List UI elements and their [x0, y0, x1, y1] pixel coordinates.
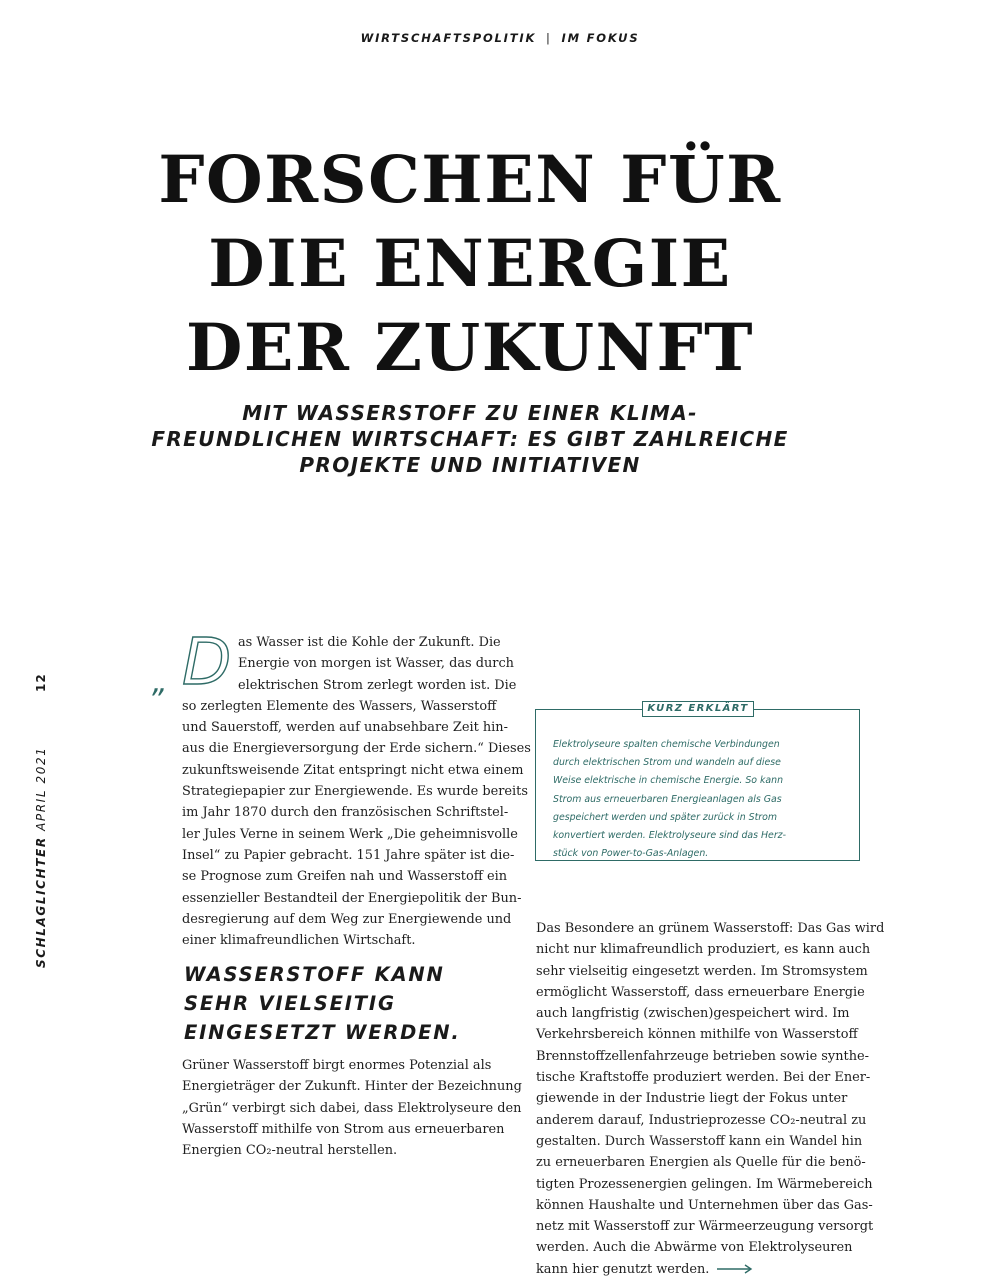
text-line: einer klimafreundlichen Wirtschaft. [182, 933, 416, 949]
subtitle-line: PROJEKTE UND INITIATIVEN [299, 453, 641, 477]
header-section: WIRTSCHAFTSPOLITIK [360, 31, 537, 45]
publication-name: SCHLAGLICHTER [34, 836, 48, 968]
text-line: ler Jules Verne in seinem Werk „Die geheimnisvolle [182, 826, 518, 842]
text-line: essenzieller Bestandteil der Energiepolitik der Bun- [182, 890, 522, 906]
text-line: Das Besondere an grünem Wasserstoff: Das Gas wird [536, 921, 885, 936]
heading-line: EINGESETZT WERDEN. [184, 1021, 461, 1044]
page-number: 12 [34, 673, 48, 692]
text-line: gestalten. Durch Wasserstoff kann ein Wandel hin [536, 1133, 863, 1149]
publication-issue: APRIL 2021 [34, 746, 48, 831]
info-line: Strom aus erneuerbaren Energieanlagen als Gas [553, 793, 782, 805]
info-line: stück von Power-to-Gas-Anlagen. [553, 848, 709, 860]
text-line: kann hier genutzt werden. [536, 1261, 710, 1277]
special-paragraph [536, 918, 885, 1280]
title-line: FORSCHEN FÜR [158, 142, 782, 218]
text-line: können Haushalte und Unternehmen über das Gas- [536, 1197, 873, 1213]
text-line: anderem darauf, Industrieprozesse CO₂-neutral zu [536, 1112, 867, 1128]
text-line: Energie von morgen ist Wasser, das durch [238, 656, 514, 672]
text-line: auch langfristig (zwischen)gespeichert wird. Im [536, 1006, 850, 1022]
opening-quote-mark: „ [152, 665, 168, 700]
text-line: und Sauerstoff, werden auf unabsehbare Zeit hin- [182, 720, 508, 736]
title-line: DER ZUKUNFT [186, 310, 754, 386]
text-line: tische Kraftstoffe produziert werden. Bei der Ener- [536, 1070, 871, 1086]
page-title [0, 138, 940, 390]
header-separator: | [546, 31, 552, 45]
text-line: sehr vielseitig eingesetzt werden. Im Stromsystem [536, 963, 868, 979]
text-line: netz mit Wasserstoff zur Wärmeerzeugung versorgt [536, 1219, 874, 1235]
text-line: nicht nur klimafreundlich produziert, es kann auch [536, 942, 871, 958]
section-heading [184, 960, 504, 1047]
text-line: Insel“ zu Papier gebracht. 151 Jahre später ist die- [182, 847, 515, 863]
text-line: im Jahr 1870 durch den französischen Schriftstel- [182, 805, 509, 821]
publication-info [34, 747, 48, 968]
header-topic: IM FOKUS [561, 31, 640, 45]
text-line: werden. Auch die Abwärme von Elektrolyseuren [536, 1240, 853, 1256]
info-line: durch elektrischen Strom und wandeln auf diese [553, 757, 781, 769]
text-line: Wasserstoff mithilfe von Strom aus erneuerbaren [182, 1121, 505, 1137]
title-line: DIE ENERGIE [208, 226, 732, 302]
info-line: konvertiert werden. Elektrolyseure sind das Herz- [553, 830, 786, 842]
info-line: Elektrolyseure spalten chemische Verbindungen [553, 739, 780, 750]
text-line: Verkehrsbereich können mithilfe von Wasserstoff [536, 1027, 858, 1043]
text-line: tigten Prozessenergien gelingen. Im Wärmebereich [536, 1176, 873, 1192]
text-line: ermöglicht Wasserstoff, dass erneuerbare Energie [536, 984, 865, 1000]
text-line-last [536, 1259, 868, 1280]
subtitle-line: FREUNDLICHEN WIRTSCHAFT: ES GIBT ZAHLREICHE [151, 427, 789, 451]
text-line: giewende in der Industrie liegt der Fokus unter [536, 1091, 848, 1107]
text-line: desregierung auf dem Weg zur Energiewende und [182, 911, 512, 927]
text-line: zukunftsweisende Zitat entspringt nicht etwa einem [182, 762, 524, 778]
heading-line: WASSERSTOFF KANN [184, 963, 445, 986]
text-line: se Prognose zum Greifen nah und Wasserstoff ein [182, 869, 508, 885]
text-line: Energien CO₂-neutral herstellen. [182, 1143, 398, 1159]
info-box-label: KURZ ERKLÄRT [642, 701, 754, 717]
intro-paragraph [182, 632, 531, 951]
info-line: gespeichert werden und später zurück in Strom [553, 811, 778, 823]
green-hydrogen-paragraph [182, 1055, 522, 1161]
text-line: Strategiepapier zur Energiewende. Es wurde bereits [182, 784, 528, 800]
text-line: Brennstoffzellenfahrzeuge betrieben sowie synthe- [536, 1048, 869, 1064]
text-line: aus die Energieversorgung der Erde sichern.“ Dieses [182, 741, 531, 757]
subtitle-line: MIT WASSERSTOFF ZU EINER KLIMA- [242, 401, 698, 425]
heading-line: SEHR VIELSEITIG [184, 992, 396, 1015]
info-box-text [553, 736, 853, 863]
text-line: so zerlegten Elemente des Wassers, Wasserstoff [182, 698, 497, 714]
dropcap-letter: D [182, 628, 232, 698]
text-line: zu erneuerbaren Energien als Quelle für die benö- [536, 1155, 866, 1171]
section-header [0, 31, 1000, 45]
text-line: „Grün“ verbirgt sich dabei, dass Elektrolyseure den [182, 1100, 522, 1116]
text-line: elektrischen Strom zerlegt worden ist. Die [238, 677, 517, 693]
page-subtitle [0, 400, 940, 478]
text-line: Energieträger der Zukunft. Hinter der Bezeichnung [182, 1079, 522, 1095]
arrow-right-icon [717, 1264, 753, 1274]
text-line: as Wasser ist die Kohle der Zukunft. Die [238, 635, 501, 650]
info-line: Weise elektrische in chemische Energie. So kann [553, 775, 784, 787]
text-line: Grüner Wasserstoff birgt enormes Potenzial als [182, 1058, 492, 1073]
